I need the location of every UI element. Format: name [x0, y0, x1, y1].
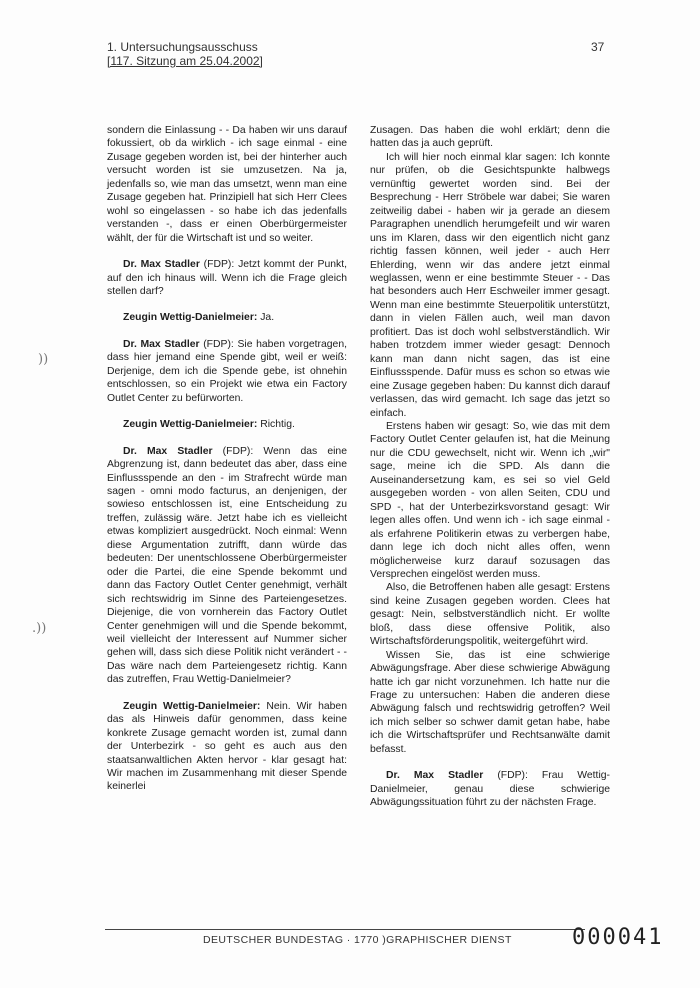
footer-text: DEUTSCHER BUNDESTAG · 1770 )GRAPHISCHER DIENST — [203, 934, 512, 946]
margin-mark: )) — [38, 352, 49, 367]
footer-rule — [105, 929, 585, 930]
speech — [107, 311, 347, 324]
speaker-name: Zeugin Wettig-Danielmeier: — [123, 312, 258, 324]
speech — [107, 700, 347, 794]
speech-text: Frau Wettig-Danielmeier, genau diese schwierige Abwägungssituation führt zu der nächsten Frage. — [370, 770, 610, 809]
right-column — [370, 124, 610, 810]
paragraph: Zusagen. Das haben die wohl erklärt; denn die hatten das ja auch geprüft. — [370, 125, 610, 150]
paragraph: Erstens haben wir gesagt: So, wie das mit dem Factory Outlet Center gelaufen ist, hat die Meinung nur die CDU gewechselt, nicht wir. Wenn ich „wir" sage, meine ich die SPD. Als dann die Auseinandersetzung kam, es sei so viel Geld ausgegeben worden - von allen Seiten, CDU und SPD -, hat der Unterbezirksvorstand gesagt: Wir legen alles offen. Und wenn ich - ich sage einmal - als erfahrene Politikerin etwas zu verbergen habe, dann lege ich doch nicht alles offen, wenn möglicherweise kurz darauf sozusagen das Versprechen eingelöst werden muss. — [370, 420, 610, 580]
speech-text: Richtig. — [260, 419, 295, 431]
page-stamp: 000041 — [572, 925, 664, 950]
speaker-party: (FDP): — [203, 259, 235, 271]
speech-text: Sie haben vorgetragen, dass hier jemand eine Spende gibt, weil er weiß: Derjenige, dem ich die Spende gebe, ist ohnehin entschlossen, so ein Projekt wie etwa ein Factory Outlet Center zu befürworten. — [107, 338, 347, 404]
header-committee: 1. Untersuchungsausschuss — [107, 40, 258, 54]
speaker-name: Dr. Max Stadler — [386, 770, 484, 782]
speaker-party: (FDP): — [222, 445, 254, 457]
speech — [107, 258, 347, 298]
speech — [107, 338, 347, 405]
speech — [107, 418, 347, 431]
paragraph: Wissen Sie, das ist eine schwierige Abwägungsfrage. Aber diese schwierige Abwägung hatte ich gar nicht vorzunehmen. Ich hatte nur die Frage zu untersuchen: Haben die anderen diese Abwägung falsch und rechtswidrig getroffen? Weil ich mich selber so schwer damit getan habe, habe ich die Wirtschaftsprüfer und Rechtsanwälte damit befasst. — [370, 649, 610, 755]
speaker-party: (FDP): — [497, 770, 528, 782]
speech — [370, 769, 610, 809]
speech — [107, 445, 347, 687]
speaker-name: Dr. Max Stadler — [123, 259, 200, 271]
speech-text: Jetzt kommt der Punkt, auf den ich hinaus will. Wenn ich die Frage gleich stellen darf? — [107, 259, 348, 297]
page-number: 37 — [591, 40, 605, 54]
speech-text: Nein. Wir haben das als Hinweis dafür genommen, dass keine konkrete Zusage gemacht worden ist, zumal dann der Unterbezirk - so geht es auch aus den staatsanwaltlichen Akten hervor - klar gesagt hat: Wir machen im Zusammenhang mit dieser Spende keinerlei — [107, 700, 347, 793]
speaker-name: Dr. Max Stadler — [123, 445, 213, 457]
speech-text: Wenn das eine Abgrenzung ist, dann bedeutet das aber, dass eine Einflussspende an den - im Strafrecht würde man sagen - omni modo facturus, an denjenigen, der sowieso entschlossen ist, eine Entscheidung zu treffen, zulässig wäre. Jetzt habe ich es vielleicht etwas kompliziert ausgedrückt. Noch einmal: Wenn diese Argumentation zutrifft, dann würde das bedeuten: Der unentschlossene Oberbürgermeister oder die Partei, die eine Spende bekommt und dann das Factory Outlet Center genehmigt, verhält sich rechtswidrig im Sinne des Parteiengesetzes. Diejenige, die von vornherein das Factory Outlet Center genehmigen will und die Spende bekommt, weil vielleicht der Interessent auf Nummer sicher gehen will, dass sich diese Politik nicht verändert - - Das wäre nach dem Parteiengesetz richtig. Kann das zutreffen, Frau Wettig-Danielmeier? — [107, 445, 347, 686]
header-session: [117. Sitzung am 25.04.2002] — [107, 54, 263, 68]
paragraph: Ich will hier noch einmal klar sagen: Ich konnte nur prüfen, ob die Gesichtspunkte halbwegs vernünftig gewertet worden sind. Bei der Besprechung - Herr Ströbele war dabei; Sie waren zeitweilig dabei - haben wir ja gerade an diesem Paragraphen unendlich herumgefeilt und wir waren uns im Klaren, dass wir den eigentlich nicht ganz richtig fassen können, weil jeder - auch Herr Ehlerding, wenn wir das andere jetzt einmal weglassen, wenn er eine bestimmte Steuer - - Das hat besonders auch Herr Eschweiler immer gesagt. Wenn man eine bestimmte Steuerpolitik unterstützt, dann in vielen Fällen auch, weil man davon profitiert. Das ist doch wohl selbstverständlich. Wir haben trotzdem immer wieder gesagt: Dennoch kann man dann nicht sagen, das ist eine Einflussspende. Dafür muss es schon so etwas wie eine Zusage gegeben haben: Du kannst dich darauf verlassen, das wird gemacht. Ich sage das jetzt so einfach. — [370, 151, 610, 419]
page-header — [107, 40, 263, 68]
left-column — [107, 124, 347, 794]
paragraph: Also, die Betroffenen haben alle gesagt: Erstens sind keine Zusagen gegeben worden. Clees hat gesagt: Nein, selbstverständlich nicht. Er wollte bloß, dass diese offensive Politik, also Wirtschaftsförderungspolitik, weitergeführt wird. — [370, 582, 610, 648]
speech-text: Ja. — [260, 312, 275, 324]
speaker-name: Zeugin Wettig-Danielmeier: — [123, 419, 258, 431]
paragraph: sondern die Einlassung - - Da haben wir uns darauf fokussiert, ob da wirklich - ich sage einmal - eine Zusage gegeben worden ist, bei der hinterher auch versucht worden ist sie umzusetzen. Na ja, jedenfalls so, wie man das umsetzt, wenn man eine Zusage gegeben hat. Prinzipiell hat sich Herr Clees wohl so eingelassen - so habe ich das jedenfalls verstanden -, dass er einen Oberbürgermeister wählt, der für die Wirtschaft ist und so weiter. — [107, 125, 347, 244]
speaker-name: Zeugin Wettig-Danielmeier: — [123, 700, 261, 712]
speaker-party: (FDP): — [203, 338, 234, 350]
speaker-name: Dr. Max Stadler — [123, 338, 200, 350]
margin-mark: .)) — [32, 621, 47, 636]
